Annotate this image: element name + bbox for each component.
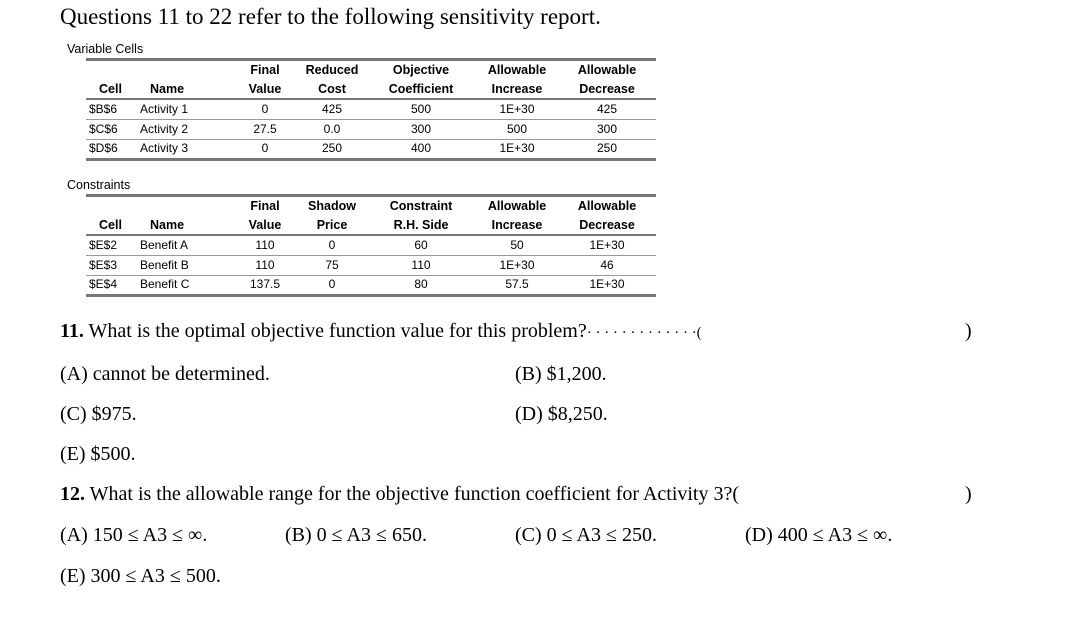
- option-c[interactable]: (C) 0 ≤ A3 ≤ 250.: [515, 524, 657, 546]
- table-cell: 300: [410, 121, 432, 136]
- option-d[interactable]: (D) 400 ≤ A3 ≤ ∞.: [745, 524, 893, 546]
- table-cell: 1E+30: [589, 238, 625, 252]
- question-text: What is the optimal objective function value for this problem?: [88, 320, 587, 342]
- question-11: [60, 320, 702, 343]
- column-header: Increase: [491, 218, 543, 232]
- table-cell: $C$6: [89, 121, 118, 136]
- option-d[interactable]: (D) $8,250.: [515, 403, 608, 425]
- column-header: Decrease: [579, 82, 635, 96]
- table-cell: 60: [414, 238, 428, 252]
- table-cell: 137.5: [249, 277, 281, 291]
- question-number: 12.: [60, 483, 85, 505]
- column-header: Allowable: [487, 199, 547, 213]
- question-text: What is the allowable range for the objective function coefficient for Activity 3?(: [89, 483, 740, 505]
- table-cell: 250: [596, 141, 618, 155]
- column-header: Coefficient: [388, 82, 454, 96]
- answer-paren-close: ): [965, 483, 972, 505]
- column-header: Name: [150, 82, 185, 96]
- answer-paren-close: ): [965, 320, 972, 342]
- table-cell: 80: [414, 277, 428, 291]
- column-header: Allowable: [577, 199, 637, 213]
- option-c[interactable]: (C) $975.: [60, 403, 137, 425]
- table-cell: 75: [325, 257, 339, 272]
- table-cell: 57.5: [505, 277, 529, 291]
- table-cell: Activity 1: [140, 102, 189, 116]
- question-12: [60, 483, 739, 506]
- table-cell: Benefit C: [140, 277, 190, 291]
- table-top-rule: [86, 194, 656, 197]
- table-cell: 0: [328, 277, 336, 291]
- table-cell: 1E+30: [499, 102, 535, 116]
- table-cell: 1E+30: [499, 141, 535, 155]
- column-header: Objective: [392, 63, 450, 77]
- column-header: Shadow: [308, 199, 356, 213]
- table-cell: 300: [596, 121, 618, 136]
- column-header: Allowable: [487, 63, 547, 77]
- column-header: R.H. Side: [393, 218, 449, 232]
- table-cell: 50: [510, 238, 524, 252]
- table-cell: Benefit B: [140, 257, 189, 272]
- column-header: Constraint: [389, 199, 453, 213]
- row-rule: [86, 275, 656, 276]
- column-header: Cell: [99, 218, 122, 232]
- row-rule: [86, 158, 656, 161]
- column-header: Final: [250, 63, 280, 77]
- table-cell: Activity 3: [140, 141, 189, 155]
- column-header: Reduced: [305, 63, 359, 77]
- table-cell: 110: [255, 238, 275, 252]
- table-cell: 400: [410, 141, 432, 155]
- table-cell: 110: [411, 257, 431, 272]
- row-rule: [86, 255, 656, 256]
- column-header: Allowable: [577, 63, 637, 77]
- table-cell: 27.5: [253, 121, 277, 136]
- row-rule: [86, 139, 656, 140]
- row-rule: [86, 119, 656, 120]
- table-cell: Activity 2: [140, 121, 189, 136]
- header-rule: [86, 98, 656, 100]
- row-rule: [86, 294, 656, 297]
- table-cell: 425: [596, 102, 618, 116]
- option-e[interactable]: (E) 300 ≤ A3 ≤ 500.: [60, 565, 221, 587]
- column-header: Decrease: [579, 218, 635, 232]
- table-cell: 1E+30: [499, 257, 535, 272]
- constraints-label: Constraints: [67, 178, 131, 192]
- table-cell: 0: [261, 102, 269, 116]
- table-cell: 110: [255, 257, 275, 272]
- leader-dots: · · · · · · · · · · · · ·(: [586, 325, 702, 341]
- table-top-rule: [86, 58, 656, 61]
- table-cell: $B$6: [89, 102, 118, 116]
- column-header: Price: [316, 218, 348, 232]
- option-b[interactable]: (B) $1,200.: [515, 363, 607, 385]
- table-cell: 0.0: [323, 121, 341, 136]
- column-header: Cell: [99, 82, 122, 96]
- table-cell: 500: [506, 121, 528, 136]
- table-cell: $D$6: [89, 141, 118, 155]
- column-header: Increase: [491, 82, 543, 96]
- column-header: Final: [250, 199, 280, 213]
- table-cell: $E$2: [89, 238, 118, 252]
- column-header: Name: [150, 218, 185, 232]
- table-cell: 425: [321, 102, 343, 116]
- table-cell: 0: [328, 238, 336, 252]
- table-cell: $E$4: [89, 277, 118, 291]
- table-cell: 500: [410, 102, 432, 116]
- option-a[interactable]: (A) 150 ≤ A3 ≤ ∞.: [60, 524, 208, 546]
- table-cell: 0: [261, 141, 269, 155]
- variable-cells-label: Variable Cells: [67, 42, 144, 56]
- option-a[interactable]: (A) cannot be determined.: [60, 363, 270, 385]
- table-cell: 46: [600, 257, 614, 272]
- table-cell: $E$3: [89, 257, 118, 272]
- option-b[interactable]: (B) 0 ≤ A3 ≤ 650.: [285, 524, 427, 546]
- page-heading: Questions 11 to 22 refer to the following sensitivity report.: [60, 4, 601, 29]
- header-rule: [86, 234, 656, 236]
- table-cell: 250: [321, 141, 343, 155]
- option-e[interactable]: (E) $500.: [60, 443, 136, 465]
- column-header: Value: [248, 218, 282, 232]
- question-number: 11.: [60, 320, 84, 342]
- column-header: Cost: [318, 82, 346, 96]
- table-cell: Benefit A: [140, 238, 189, 252]
- table-cell: 1E+30: [589, 277, 625, 291]
- column-header: Value: [248, 82, 282, 96]
